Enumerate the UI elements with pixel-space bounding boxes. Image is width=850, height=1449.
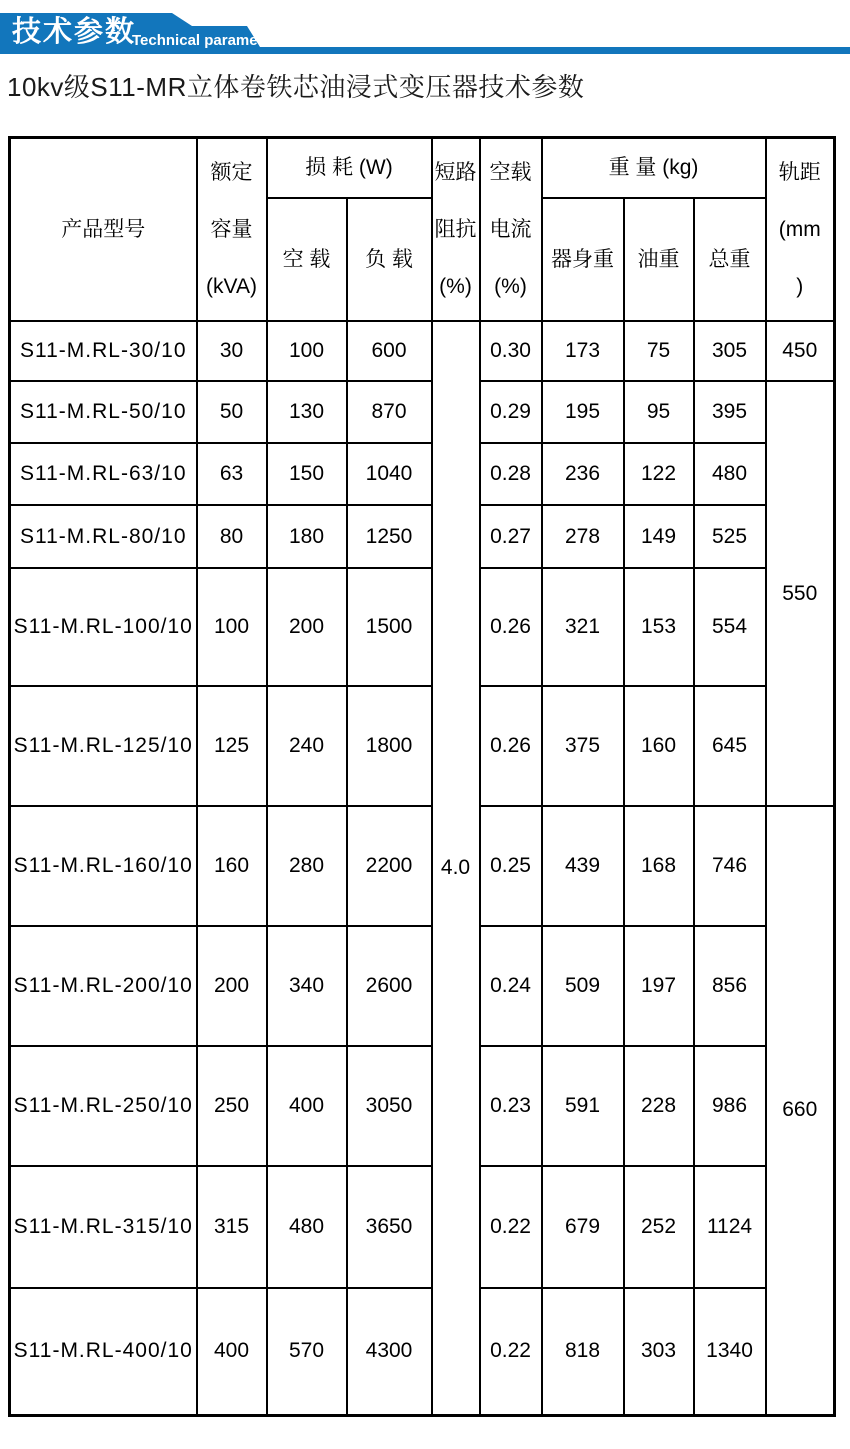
cell-no-load-loss: 480 xyxy=(267,1166,347,1288)
cell-oil-weight: 197 xyxy=(624,926,694,1046)
cell-no-load-loss: 280 xyxy=(267,806,347,926)
cell-body-weight: 439 xyxy=(542,806,624,926)
cell-model: S11-M.RL-400/10 xyxy=(10,1288,197,1415)
cell-total-weight: 746 xyxy=(694,806,766,926)
cell-no-load-loss: 100 xyxy=(267,321,347,381)
cell-total-weight: 525 xyxy=(694,505,766,568)
table-header xyxy=(10,138,835,322)
cell-no-load-current: 0.26 xyxy=(480,568,542,686)
cell-capacity: 30 xyxy=(197,321,267,381)
cell-body-weight: 679 xyxy=(542,1166,624,1288)
cell-gauge: 550 xyxy=(766,381,835,806)
cell-model: S11-M.RL-250/10 xyxy=(10,1046,197,1166)
cell-load-loss: 3650 xyxy=(347,1166,432,1288)
cell-no-load-current: 0.22 xyxy=(480,1288,542,1415)
cell-load-loss: 1500 xyxy=(347,568,432,686)
cell-capacity: 50 xyxy=(197,381,267,443)
table-row xyxy=(10,505,835,568)
header-gauge-line2: (mm xyxy=(778,218,821,241)
cell-body-weight: 591 xyxy=(542,1046,624,1166)
cell-oil-weight: 303 xyxy=(624,1288,694,1415)
cell-load-loss: 2200 xyxy=(347,806,432,926)
cell-model: S11-M.RL-315/10 xyxy=(10,1166,197,1288)
cell-body-weight: 173 xyxy=(542,321,624,381)
banner-title-cn: 技术参数 xyxy=(12,16,137,48)
header-total-weight: 总重 xyxy=(694,198,766,321)
header-load-loss: 负 载 xyxy=(347,198,432,321)
cell-capacity: 315 xyxy=(197,1166,267,1288)
header-rated-capacity xyxy=(197,138,267,322)
cell-no-load-current: 0.27 xyxy=(480,505,542,568)
table-row xyxy=(10,926,835,1046)
cell-oil-weight: 153 xyxy=(624,568,694,686)
cell-capacity: 125 xyxy=(197,686,267,806)
cell-no-load-loss: 180 xyxy=(267,505,347,568)
cell-gauge: 660 xyxy=(766,806,835,1415)
cell-oil-weight: 95 xyxy=(624,381,694,443)
cell-total-weight: 305 xyxy=(694,321,766,381)
cell-model: S11-M.RL-80/10 xyxy=(10,505,197,568)
cell-oil-weight: 252 xyxy=(624,1166,694,1288)
table-row xyxy=(10,443,835,505)
cell-model: S11-M.RL-160/10 xyxy=(10,806,197,926)
cell-model: S11-M.RL-30/10 xyxy=(10,321,197,381)
header-impedance-line1: 短路 xyxy=(434,161,477,184)
cell-model: S11-M.RL-100/10 xyxy=(10,568,197,686)
cell-oil-weight: 149 xyxy=(624,505,694,568)
cell-total-weight: 645 xyxy=(694,686,766,806)
cell-no-load-loss: 340 xyxy=(267,926,347,1046)
table-body xyxy=(10,321,835,1415)
header-rated-capacity-line2: 容量 xyxy=(210,218,253,241)
cell-no-load-current: 0.26 xyxy=(480,686,542,806)
header-rated-capacity-line3: (kVA) xyxy=(206,275,257,298)
cell-capacity: 400 xyxy=(197,1288,267,1415)
cell-capacity: 200 xyxy=(197,926,267,1046)
cell-no-load-loss: 400 xyxy=(267,1046,347,1166)
cell-total-weight: 480 xyxy=(694,443,766,505)
cell-body-weight: 509 xyxy=(542,926,624,1046)
cell-oil-weight: 122 xyxy=(624,443,694,505)
cell-no-load-loss: 150 xyxy=(267,443,347,505)
header-weight-group: 重 量 (kg) xyxy=(542,138,766,199)
header-gauge-line3: ) xyxy=(796,275,804,298)
cell-no-load-current: 0.30 xyxy=(480,321,542,381)
cell-total-weight: 856 xyxy=(694,926,766,1046)
table-row xyxy=(10,381,835,443)
cell-body-weight: 278 xyxy=(542,505,624,568)
table-row xyxy=(10,568,835,686)
cell-no-load-current: 0.22 xyxy=(480,1166,542,1288)
cell-total-weight: 1340 xyxy=(694,1288,766,1415)
header-body-weight: 器身重 xyxy=(542,198,624,321)
cell-body-weight: 236 xyxy=(542,443,624,505)
cell-model: S11-M.RL-50/10 xyxy=(10,381,197,443)
header-no-load-current-line1: 空载 xyxy=(489,161,532,184)
cell-no-load-current: 0.23 xyxy=(480,1046,542,1166)
cell-body-weight: 818 xyxy=(542,1288,624,1415)
cell-no-load-current: 0.25 xyxy=(480,806,542,926)
table-row xyxy=(10,1166,835,1288)
cell-no-load-current: 0.29 xyxy=(480,381,542,443)
cell-capacity: 160 xyxy=(197,806,267,926)
parameters-table xyxy=(8,136,836,1417)
table-row xyxy=(10,686,835,806)
table-row xyxy=(10,321,835,381)
cell-body-weight: 375 xyxy=(542,686,624,806)
cell-oil-weight: 160 xyxy=(624,686,694,806)
cell-no-load-loss: 240 xyxy=(267,686,347,806)
header-impedance-line3: (%) xyxy=(439,275,472,298)
cell-total-weight: 986 xyxy=(694,1046,766,1166)
table-row xyxy=(10,1046,835,1166)
cell-load-loss: 3050 xyxy=(347,1046,432,1166)
header-no-load-current xyxy=(480,138,542,322)
cell-capacity: 80 xyxy=(197,505,267,568)
cell-model: S11-M.RL-63/10 xyxy=(10,443,197,505)
header-no-load-current-line2: 电流 xyxy=(489,218,532,241)
cell-load-loss: 4300 xyxy=(347,1288,432,1415)
header-short-circuit-impedance xyxy=(432,138,480,322)
cell-capacity: 250 xyxy=(197,1046,267,1166)
cell-gauge: 450 xyxy=(766,321,835,381)
cell-total-weight: 395 xyxy=(694,381,766,443)
cell-total-weight: 1124 xyxy=(694,1166,766,1288)
cell-oil-weight: 228 xyxy=(624,1046,694,1166)
cell-load-loss: 2600 xyxy=(347,926,432,1046)
cell-no-load-loss: 570 xyxy=(267,1288,347,1415)
cell-load-loss: 1800 xyxy=(347,686,432,806)
cell-load-loss: 870 xyxy=(347,381,432,443)
cell-model: S11-M.RL-125/10 xyxy=(10,686,197,806)
cell-no-load-current: 0.24 xyxy=(480,926,542,1046)
banner-title-en: Technical parameter xyxy=(132,32,277,49)
cell-no-load-current: 0.28 xyxy=(480,443,542,505)
cell-no-load-loss: 130 xyxy=(267,381,347,443)
header-rated-capacity-line1: 额定 xyxy=(210,161,253,184)
cell-body-weight: 195 xyxy=(542,381,624,443)
cell-model: S11-M.RL-200/10 xyxy=(10,926,197,1046)
cell-load-loss: 600 xyxy=(347,321,432,381)
cell-oil-weight: 75 xyxy=(624,321,694,381)
cell-capacity: 63 xyxy=(197,443,267,505)
cell-load-loss: 1250 xyxy=(347,505,432,568)
header-gauge-line1: 轨距 xyxy=(778,161,821,184)
table-row xyxy=(10,806,835,926)
header-gauge xyxy=(766,138,835,322)
cell-impedance: 4.0 xyxy=(432,321,480,1415)
cell-total-weight: 554 xyxy=(694,568,766,686)
table-row xyxy=(10,1288,835,1415)
cell-body-weight: 321 xyxy=(542,568,624,686)
cell-oil-weight: 168 xyxy=(624,806,694,926)
cell-capacity: 100 xyxy=(197,568,267,686)
header-oil-weight: 油重 xyxy=(624,198,694,321)
cell-load-loss: 1040 xyxy=(347,443,432,505)
header-impedance-line2: 阻抗 xyxy=(434,218,477,241)
header-no-load-current-line3: (%) xyxy=(494,275,527,298)
cell-no-load-loss: 200 xyxy=(267,568,347,686)
header-row-1 xyxy=(10,138,835,199)
header-no-load-loss: 空 载 xyxy=(267,198,347,321)
header-loss-group: 损 耗 (W) xyxy=(267,138,432,199)
header-product-model: 产品型号 xyxy=(10,138,197,322)
page-title: 10kv级S11-MR立体卷铁芯油浸式变压器技术参数 xyxy=(7,72,585,102)
